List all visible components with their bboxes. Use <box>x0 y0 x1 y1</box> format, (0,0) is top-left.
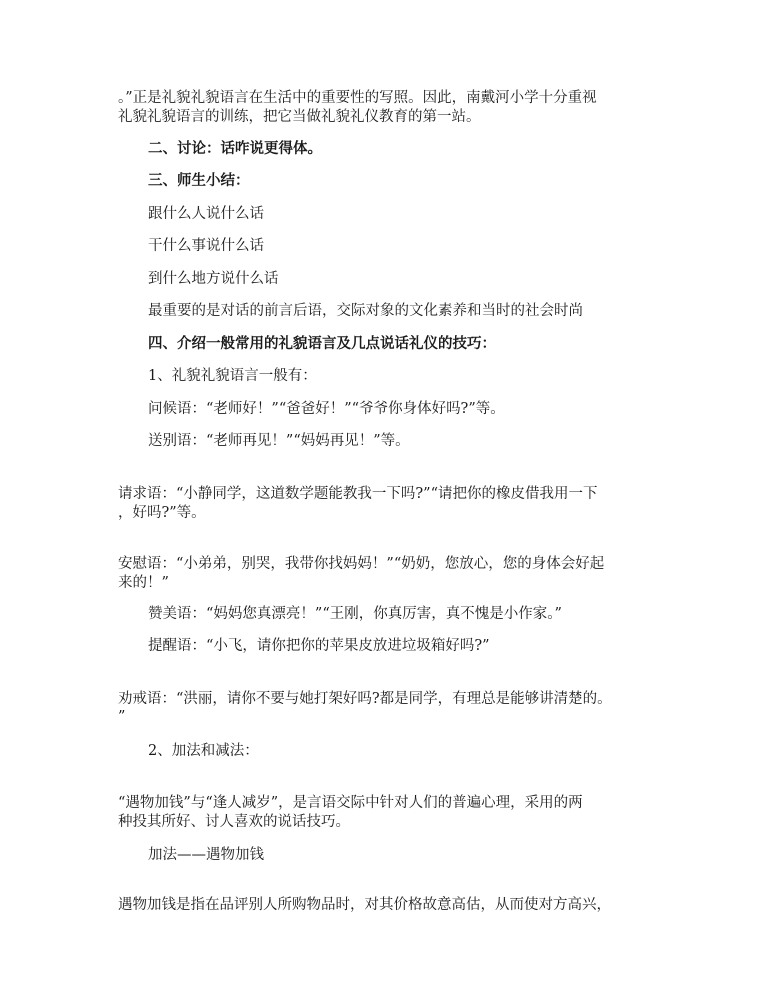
paragraph-line: 安慰语：“小弟弟，别哭，我带你找妈妈！”“奶奶，您放心，您的身体会好起 <box>118 556 605 572</box>
section-heading: 三、师生小结： <box>148 172 250 189</box>
paragraph-line: 遇物加钱是指在品评别人所购物品时，对其价格故意高估，从而使对方高兴， <box>118 897 611 913</box>
paragraph-line: 赞美语：“妈妈您真漂亮！”“王刚，你真厉害，真不愧是小作家。” <box>148 606 562 622</box>
paragraph-line: “遇物加钱”与“逢人减岁”，是言语交际中针对人们的普遍心理，采用的两 <box>118 795 583 811</box>
paragraph-line: 种投其所好、讨人喜欢的说话技巧。 <box>118 814 350 830</box>
paragraph-line: ” <box>118 709 126 725</box>
paragraph-line: 加法——遇物加钱 <box>148 847 264 863</box>
paragraph-line: 劝戒语：“洪丽，请你不要与她打架好吗?都是同学，有理总是能够讲清楚的。 <box>118 691 612 707</box>
paragraph-line: 最重要的是对话的前言后语，交际对象的文化素养和当时的社会时尚 <box>148 303 583 319</box>
paragraph-line: 。”正是礼貌礼貌语言在生活中的重要性的写照。因此，南戴河小学十分重视 <box>118 90 597 106</box>
section-heading: 二、讨论：话咋说更得体。 <box>148 140 322 157</box>
paragraph-line: 跟什么人说什么话 <box>148 206 264 222</box>
paragraph-line: 送别语：“老师再见！”“妈妈再见！”等。 <box>148 433 410 449</box>
paragraph-line: 2、加法和减法： <box>148 743 259 759</box>
paragraph-line: 问候语：“老师好！”“爸爸好！”“爷爷你身体好吗?”等。 <box>148 401 505 417</box>
paragraph-line: ，好吗?”等。 <box>118 505 206 521</box>
paragraph-line: 干什么事说什么话 <box>148 238 264 254</box>
section-heading: 四、介绍一般常用的礼貌语言及几点说话礼仪的技巧： <box>148 335 496 352</box>
paragraph-line: 1、礼貌礼貌语言一般有： <box>148 368 317 384</box>
paragraph-line: 请求语：“小静同学，这道数学题能教我一下吗?”“请把你的橡皮借我用一下 <box>118 486 598 502</box>
paragraph-line: 到什么地方说什么话 <box>148 271 279 287</box>
paragraph-line: 提醒语：“小飞，请你把你的苹果皮放进垃圾箱好吗?” <box>148 638 490 654</box>
paragraph-line: 来的！” <box>118 575 169 591</box>
paragraph-line: 礼貌礼貌语言的训练，把它当做礼貌礼仪教育的第一站。 <box>118 109 481 125</box>
